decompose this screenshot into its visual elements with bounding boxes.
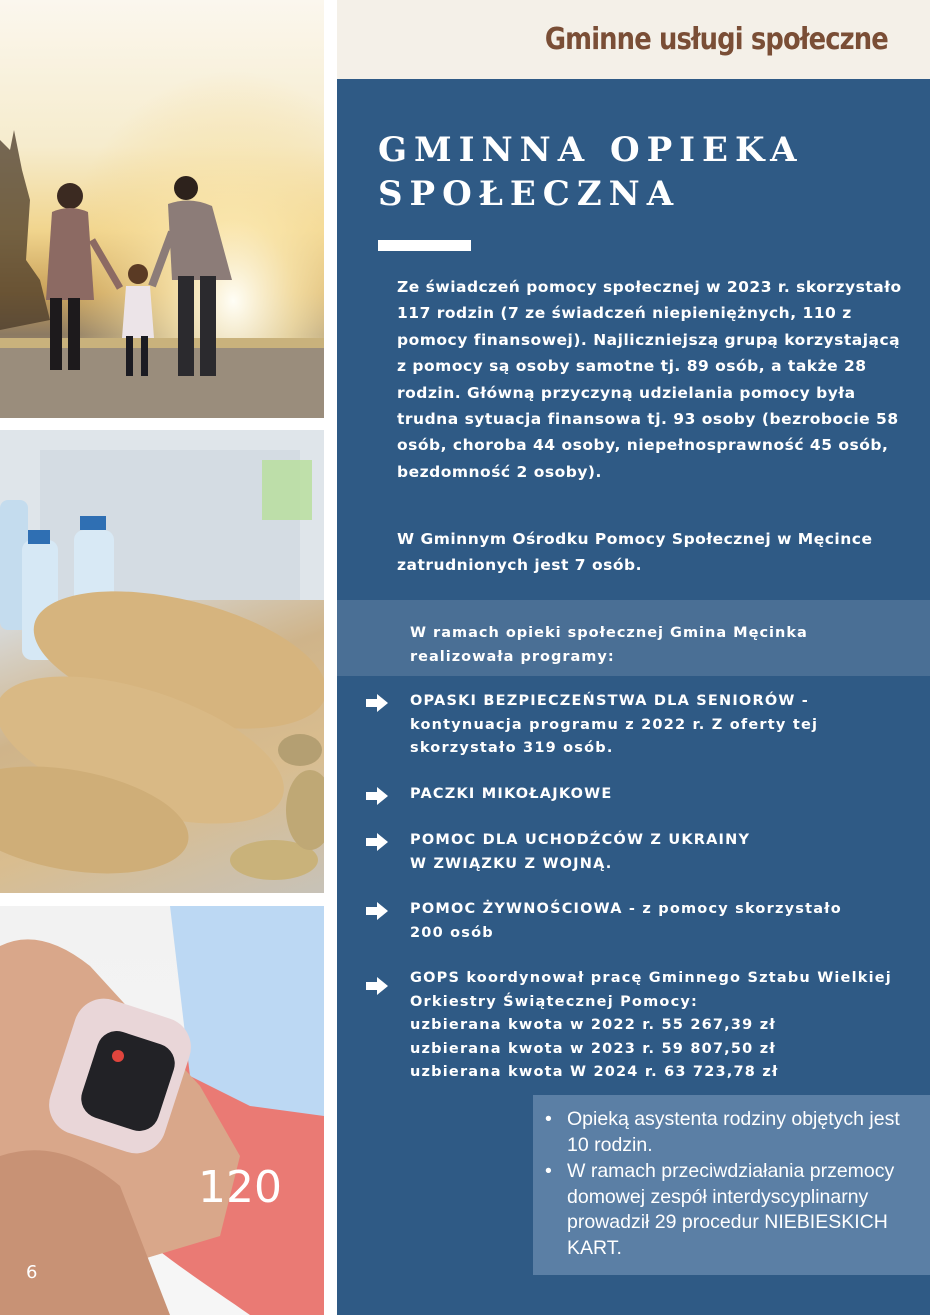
section-title-line-1: GMINNA OPIEKA [378, 130, 804, 170]
section-title-line-2: SPOŁECZNA [378, 174, 681, 214]
info-item-family-assistant: • Opieką asystenta rodziny objętych jest 10 rodzin. [543, 1107, 923, 1158]
info-list [543, 1107, 923, 1263]
food-aid-photo [0, 430, 324, 893]
section-title [378, 128, 898, 216]
info-item-blue-cards: • W ramach przeciwdziałania przemocy domowej zespół interdyscyplinarny prowadził 29 procedur NIEBIESKICH KART. [543, 1159, 923, 1261]
paragraph-staff: W Gminnym Ośrodku Pomocy Społecznej w Męcince zatrudnionych jest 7 osób. [397, 530, 873, 575]
programs-intro: W ramach opieki społecznej Gmina Męcinka realizowała programy: [410, 625, 808, 665]
arrow-right-icon [366, 787, 388, 805]
arrow-right-icon [366, 694, 388, 712]
arrow-right-icon [366, 977, 388, 995]
program-text: - z pomocy skorzystało 200 osób [410, 901, 842, 941]
page-number: 6 [26, 1262, 38, 1283]
program-text: - kontynuacja programu z 2022 r. Z oferty tej skorzystało 319 osób. [410, 693, 819, 756]
info-box [533, 1095, 930, 1275]
paragraph-beneficiaries: Ze świadczeń pomocy społecznej w 2023 r. skorzystało 117 rodzin (7 ze świadczeń niepieniężnych, 110 z pomocy finansowej). Najliczniejszą grupą korzystającą z pomocy są osoby samotne tj. 89 osób, a także 28 rodzin. Główną przyczyną udzielania pomocy była trudna sytuacja finansowa tj. 93 osoby (bezrobocie 58 osób, choroba 44 osoby, niepełnosprawność 45 osób, bezdomność 2 osoby). [397, 278, 902, 481]
arrow-right-icon [366, 833, 388, 851]
heart-rate-value: 120 [198, 1162, 282, 1213]
page-header-title: Gminne usługi społeczne [544, 22, 888, 57]
program-heading: POMOC DLA UCHODŹCÓW Z UKRAINY W ZWIĄZKU Z WOJNĄ. [410, 832, 751, 872]
collected-amount-2022: uzbierana kwota w 2022 r. 55 267,39 zł [410, 1017, 776, 1033]
arrow-right-icon [366, 902, 388, 920]
program-heading: POMOC ŻYWNOŚCIOWA [410, 901, 623, 917]
title-underline [378, 240, 471, 251]
collected-amount-2024: uzbierana kwota W 2024 r. 63 723,78 zł [410, 1064, 779, 1080]
smartwatch-heart-photo [0, 906, 324, 1315]
collected-amount-2023: uzbierana kwota w 2023 r. 59 807,50 zł [410, 1040, 776, 1057]
program-heading: PACZKI MIKOŁAJKOWE [410, 786, 613, 802]
program-heading: OPASKI BEZPIECZEŃSTWA DLA SENIORÓW [410, 693, 796, 709]
family-sunset-photo [0, 0, 324, 418]
program-heading: GOPS koordynował pracę Gminnego Sztabu Wielkiej Orkiestry Świątecznej Pomocy: [410, 970, 892, 1010]
